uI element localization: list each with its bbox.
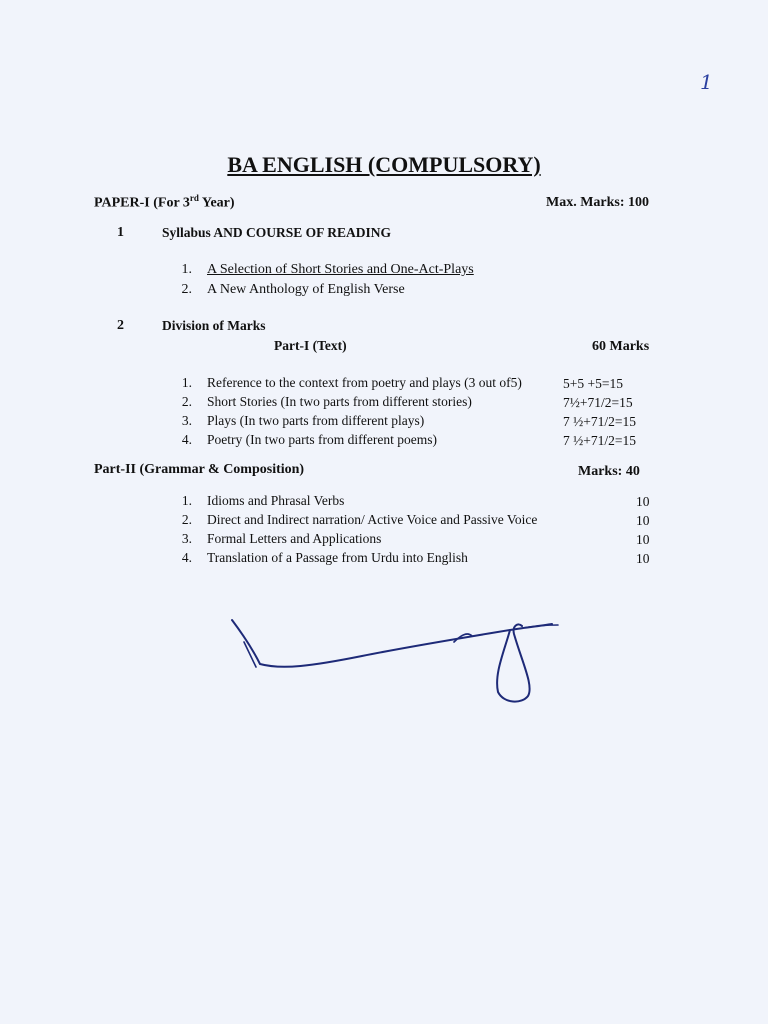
- paper-label: PAPER-I (For 3rd Year): [94, 193, 235, 211]
- item-marks: 10: [636, 494, 650, 509]
- page-number: 1: [700, 70, 713, 94]
- handwritten-signature: [222, 612, 567, 712]
- list-item: Direct and Indirect narration/ Active Voice and Passive Voice: [207, 512, 538, 527]
- list-item-number: 1.: [181, 375, 192, 390]
- item-marks: 7½+71/2=15: [563, 395, 633, 410]
- section-2-number: 2: [117, 318, 124, 333]
- part-1-heading: Part-I (Text): [274, 338, 347, 353]
- part-2-heading: Part-II (Grammar & Composition): [94, 462, 305, 477]
- list-item-number: 1.: [181, 493, 192, 508]
- item-marks: 5+5 +5=15: [563, 376, 623, 391]
- section-1-heading: Syllabus AND COURSE OF READING: [162, 225, 392, 240]
- section-1-number: 1: [117, 225, 124, 240]
- list-item: A Selection of Short Stories and One-Act-Plays: [207, 262, 474, 277]
- list-item: Plays (In two parts from different plays): [207, 413, 425, 428]
- list-item-number: 1.: [181, 262, 192, 277]
- max-marks: Max. Marks: 100: [546, 195, 650, 210]
- list-item: Formal Letters and Applications: [207, 531, 382, 546]
- list-item-number: 3.: [181, 413, 192, 428]
- part-1-marks: 60 Marks: [592, 339, 650, 354]
- item-marks: 7 ½+71/2=15: [563, 414, 636, 429]
- item-marks: 7 ½+71/2=15: [563, 433, 636, 448]
- list-item: Idioms and Phrasal Verbs: [207, 493, 345, 508]
- list-item-number: 4.: [181, 550, 192, 565]
- part-2-marks: Marks: 40: [578, 464, 640, 479]
- list-item: Reference to the context from poetry and plays (3 out of5): [207, 375, 522, 390]
- list-item-number: 3.: [181, 531, 192, 546]
- list-item: Poetry (In two parts from different poems): [207, 432, 437, 447]
- item-marks: 10: [636, 532, 650, 547]
- list-item: Short Stories (In two parts from different stories): [207, 394, 472, 409]
- page-title: BA ENGLISH (COMPULSORY): [227, 152, 541, 177]
- list-item-number: 4.: [181, 432, 192, 447]
- list-item-number: 2.: [181, 282, 192, 297]
- section-2-heading: Division of Marks: [162, 318, 266, 333]
- list-item: Translation of a Passage from Urdu into English: [207, 550, 468, 565]
- list-item-number: 2.: [181, 512, 192, 527]
- list-item-number: 2.: [181, 394, 192, 409]
- item-marks: 10: [636, 513, 650, 528]
- item-marks: 10: [636, 551, 650, 566]
- list-item: A New Anthology of English Verse: [207, 282, 405, 297]
